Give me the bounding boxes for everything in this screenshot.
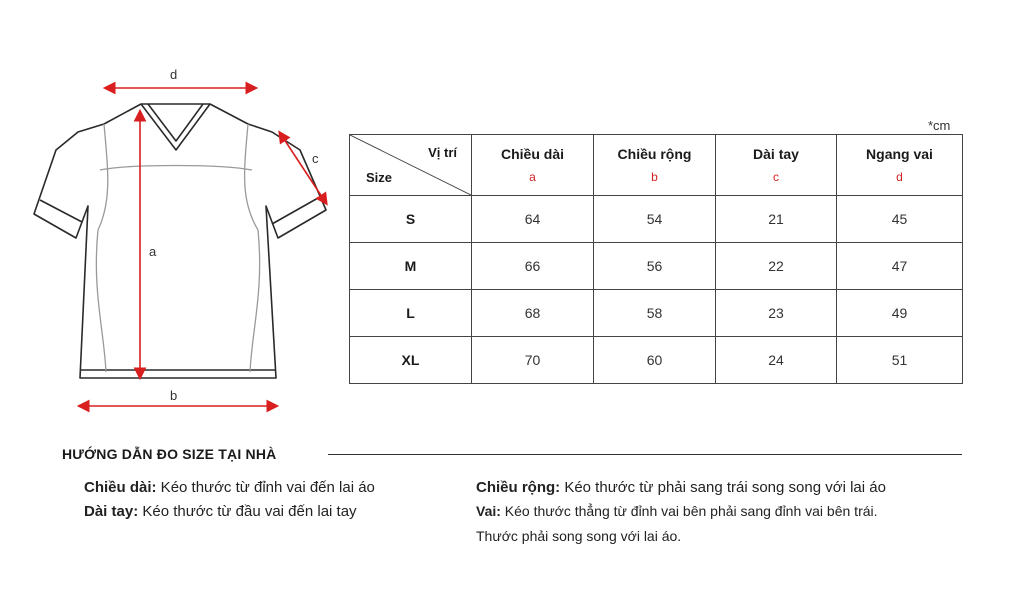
guide-text: Kéo thước thẳng từ đỉnh vai bên phải sang đỉnh vai bên trái. (500, 503, 878, 519)
label-d: d (170, 67, 178, 82)
corner-position-label: Vị trí (428, 145, 457, 160)
value-cell: 66 (472, 243, 594, 290)
value-cell: 24 (716, 337, 837, 384)
column-header-width (594, 135, 716, 196)
value-cell: 68 (472, 290, 594, 337)
unit-label: *cm (928, 118, 951, 133)
table-row-l (350, 290, 963, 337)
column-key: d (896, 170, 903, 184)
value-cell: 23 (716, 290, 837, 337)
measurement-arrows (80, 88, 326, 406)
column-key: b (651, 170, 658, 184)
value-cell: 56 (594, 243, 716, 290)
column-label: Dài tay (753, 146, 799, 162)
guide-divider (328, 454, 962, 455)
value-cell: 64 (472, 196, 594, 243)
tshirt-measurement-diagram (0, 0, 340, 420)
column-header-length (472, 135, 594, 196)
column-label: Chiều rộng (617, 146, 692, 162)
guide-term: Chiều rộng: (476, 479, 561, 496)
column-header-shoulder (837, 135, 963, 196)
table-row-s (350, 196, 963, 243)
value-cell: 47 (837, 243, 963, 290)
value-cell: 54 (594, 196, 716, 243)
label-c: c (312, 151, 319, 166)
value-cell: 60 (594, 337, 716, 384)
corner-divider (350, 135, 471, 195)
value-cell: 22 (716, 243, 837, 290)
column-key: c (773, 170, 779, 184)
guide-term: Chiều dài: (84, 479, 157, 496)
table-row-m (350, 243, 963, 290)
guide-title: HƯỚNG DẪN ĐO SIZE TẠI NHÀ (62, 446, 277, 462)
value-cell: 45 (837, 196, 963, 243)
value-cell: 49 (837, 290, 963, 337)
column-label: Chiều dài (500, 146, 564, 162)
table-header-row (350, 135, 963, 196)
size-cell: S (350, 196, 472, 243)
value-cell: 70 (472, 337, 594, 384)
size-table (349, 134, 963, 384)
label-b: b (170, 388, 178, 403)
size-cell: L (350, 290, 472, 337)
guide-item-length (84, 479, 375, 496)
guide-text: Kéo thước từ phải sang trái song song với lai áo (560, 479, 886, 496)
guide-item-shoulder (476, 503, 878, 519)
column-key: a (529, 170, 536, 184)
corner-size-label: Size (366, 170, 393, 185)
table-row-xl (350, 337, 963, 384)
sleeve-arrow (280, 133, 326, 203)
guide-shoulder-note: Thước phải song song với lai áo. (476, 528, 682, 544)
column-header-sleeve (716, 135, 837, 196)
tshirt-seams (96, 124, 259, 372)
size-cell: XL (350, 337, 472, 384)
guide-item-sleeve (84, 503, 357, 520)
value-cell: 21 (716, 196, 837, 243)
size-cell: M (350, 243, 472, 290)
guide-text: Kéo thước từ đầu vai đến lai tay (138, 503, 357, 520)
corner-header-cell (350, 135, 472, 196)
label-a: a (149, 244, 157, 259)
guide-item-width (476, 479, 886, 496)
value-cell: 58 (594, 290, 716, 337)
guide-term: Vai: (476, 503, 501, 519)
value-cell: 51 (837, 337, 963, 384)
tshirt-outline (34, 104, 326, 378)
column-label: Ngang vai (866, 146, 933, 162)
guide-term: Dài tay: (84, 503, 139, 520)
guide-text: Kéo thước từ đỉnh vai đến lai áo (156, 479, 375, 496)
